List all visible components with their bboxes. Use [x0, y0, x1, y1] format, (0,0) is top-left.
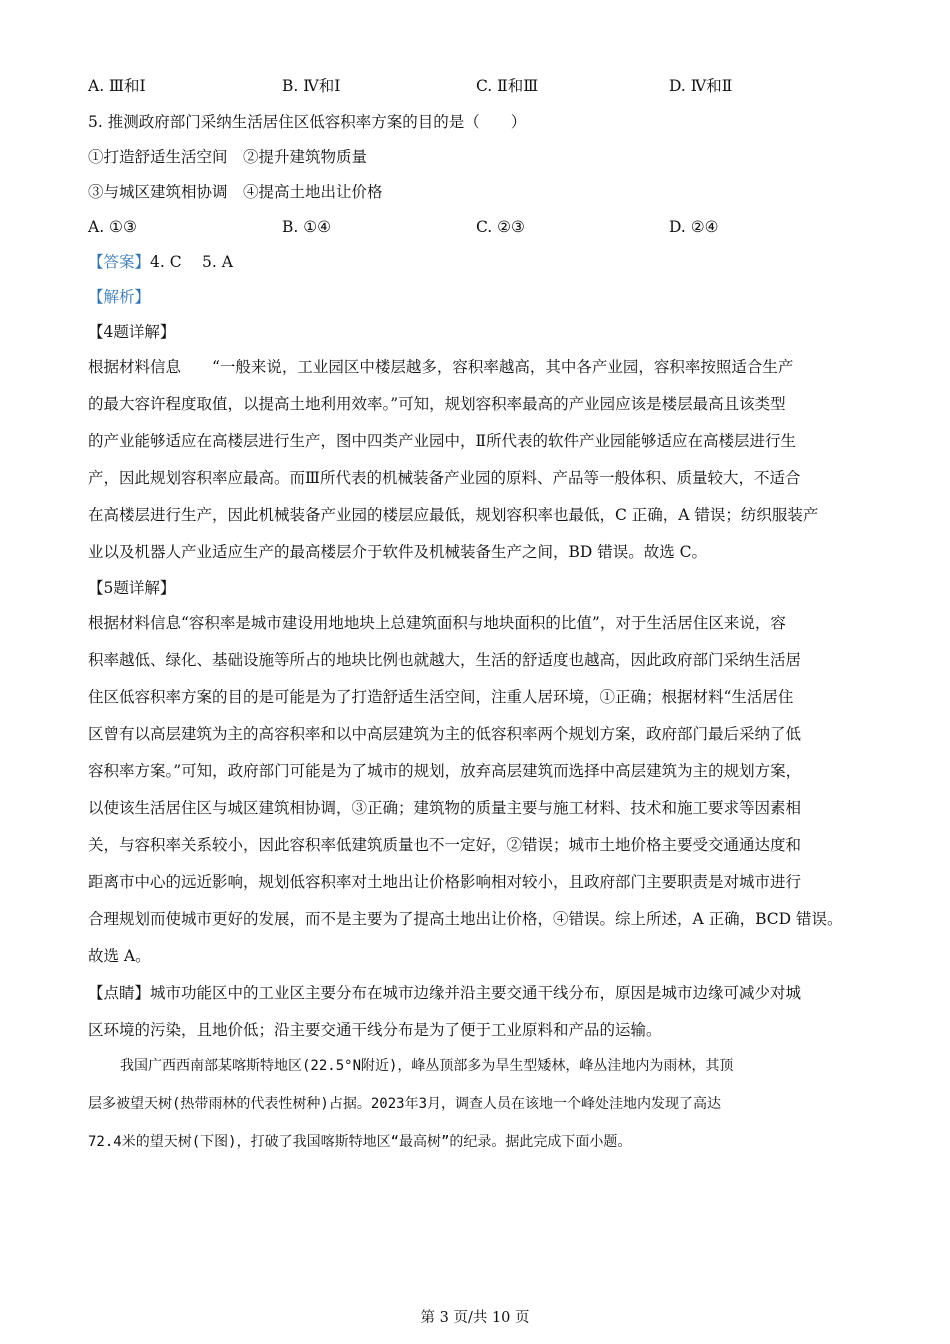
q5-detail-heading: 【5题详解】 [88, 579, 176, 597]
q5-items-line-2: ③与城区建筑相协调 ④提高土地出让价格 [88, 183, 383, 201]
q5-detail-line: 容积率方案。”可知，政府部门可能是为了城市的规划，放弃高层建筑而选择中高层建筑为主的规划方案， [88, 762, 802, 780]
q4-detail-heading: 【4题详解】 [88, 323, 176, 341]
q5-items-line-1: ①打造舒适生活空间 ②提升建筑物质量 [88, 148, 368, 166]
q4-option-b: B. Ⅳ和Ⅰ [282, 77, 341, 95]
page-footer: 第 3 页/共 10 页 [420, 1310, 530, 1326]
q5-detail-line: 距离市中心的远近影响，规划低容积率对土地出让价格影响相对较小，且政府部门主要职责是对城市进行 [88, 873, 802, 891]
q5-detail-line: 根据材料信息“容积率是城市建设用地地块上总建筑面积与地块面积的比值”，对于生活居住区来说，容 [88, 614, 786, 632]
q5-detail-line: 以使该生活居住区与城区建筑相协调，③正确；建筑物的质量主要与施工材料、技术和施工要求等因素相 [88, 799, 802, 817]
material-line: 72.4米的望天树(下图)，打破了我国喀斯特地区“最高树”的纪录。据此完成下面小题。 [88, 1134, 632, 1150]
analysis-tag: 【解析】 [88, 288, 151, 306]
q4-option-a: A. Ⅲ和Ⅰ [88, 77, 146, 95]
q4-detail-line: 的最大容许程度取值，以提高土地利用效率。”可知，规划容积率最高的产业园应该是楼层最高且该类型 [88, 395, 786, 413]
q5-detail-line: 区曾有以高层建筑为主的高容积率和以中高层建筑为主的低容积率两个规划方案，政府部门最后采纳了低 [88, 725, 802, 743]
q4-option-d: D. Ⅳ和Ⅱ [669, 77, 733, 95]
q5-detail-line: 故选 A。 [88, 947, 151, 965]
q4-detail-line: 业以及机器人产业适应生产的最高楼层介于软件及机械装备生产之间，BD 错误。故选 C。 [88, 543, 708, 561]
q5-detail-line: 住区低容积率方案的目的是可能是为了打造舒适生活空间，注重人居环境，①正确；根据材料“生活居住 [88, 688, 794, 706]
q4-detail-line: 产，因此规划容积率应最高。而Ⅲ所代表的机械装备产业园的原料、产品等一般体积、质量较大，不适合 [88, 469, 801, 487]
q5-detail-line: 积率越低、绿化、基础设施等所占的地块比例也就越大，生活的舒适度也越高，因此政府部门采纳生活居 [88, 651, 802, 669]
material-line: 我国广西西南部某喀斯特地区(22.5°N附近)，峰丛顶部多为旱生型矮林，峰丛洼地内为雨林，其顶 [120, 1058, 734, 1074]
material-line: 层多被望天树(热带雨林的代表性树种)占据。2023年3月，调查人员在该地一个峰处洼地内发现了高达 [88, 1096, 721, 1112]
q5-option-c: C. ②③ [476, 218, 525, 236]
pointer-tag: 【点睛】 [88, 984, 151, 1002]
q5-detail-line: 关，与容积率关系较小，因此容积率低建筑质量也不一定好，②错误；城市土地价格主要受交通通达度和 [88, 836, 802, 854]
q5-option-d: D. ②④ [669, 218, 719, 236]
q5-stem: 5. 推测政府部门采纳生活居住区低容积率方案的目的是（ ） [88, 113, 527, 131]
answer-line [88, 252, 233, 272]
q5-option-b: B. ①④ [282, 218, 332, 236]
q4-option-c: C. Ⅱ和Ⅲ [476, 77, 539, 95]
q4-detail-line: 的产业能够适应在高楼层进行生产，图中四类产业园中，Ⅱ所代表的软件产业园能够适应在高楼层进行生 [88, 432, 797, 450]
q5-detail-line: 合理规划而使城市更好的发展，而不是主要为了提高土地出让价格，④错误。综上所述，A 正确，BCD 错误。 [88, 910, 843, 928]
answer-tag: 【答案】 [88, 253, 151, 271]
q5-option-a: A. ①③ [88, 218, 137, 236]
pointer-text: 城市功能区中的工业区主要分布在城市边缘并沿主要交通干线分布，原因是城市边缘可减少对城 [150, 984, 802, 1002]
pointer-line-1 [88, 983, 801, 1003]
answer-text: 4. C 5. A [150, 253, 233, 271]
pointer-line-2: 区环境的污染，且地价低；沿主要交通干线分布是为了便于工业原料和产品的运输。 [88, 1021, 662, 1039]
q4-detail-line: 在高楼层进行生产，因此机械装备产业园的楼层应最低，规划容积率也最低，C 正确，A 错误；纺织服装产 [88, 506, 819, 524]
q4-detail-line: 根据材料信息 “一般来说，工业园区中楼层越多，容积率越高，其中各产业园，容积率按照适合生产 [88, 358, 794, 376]
